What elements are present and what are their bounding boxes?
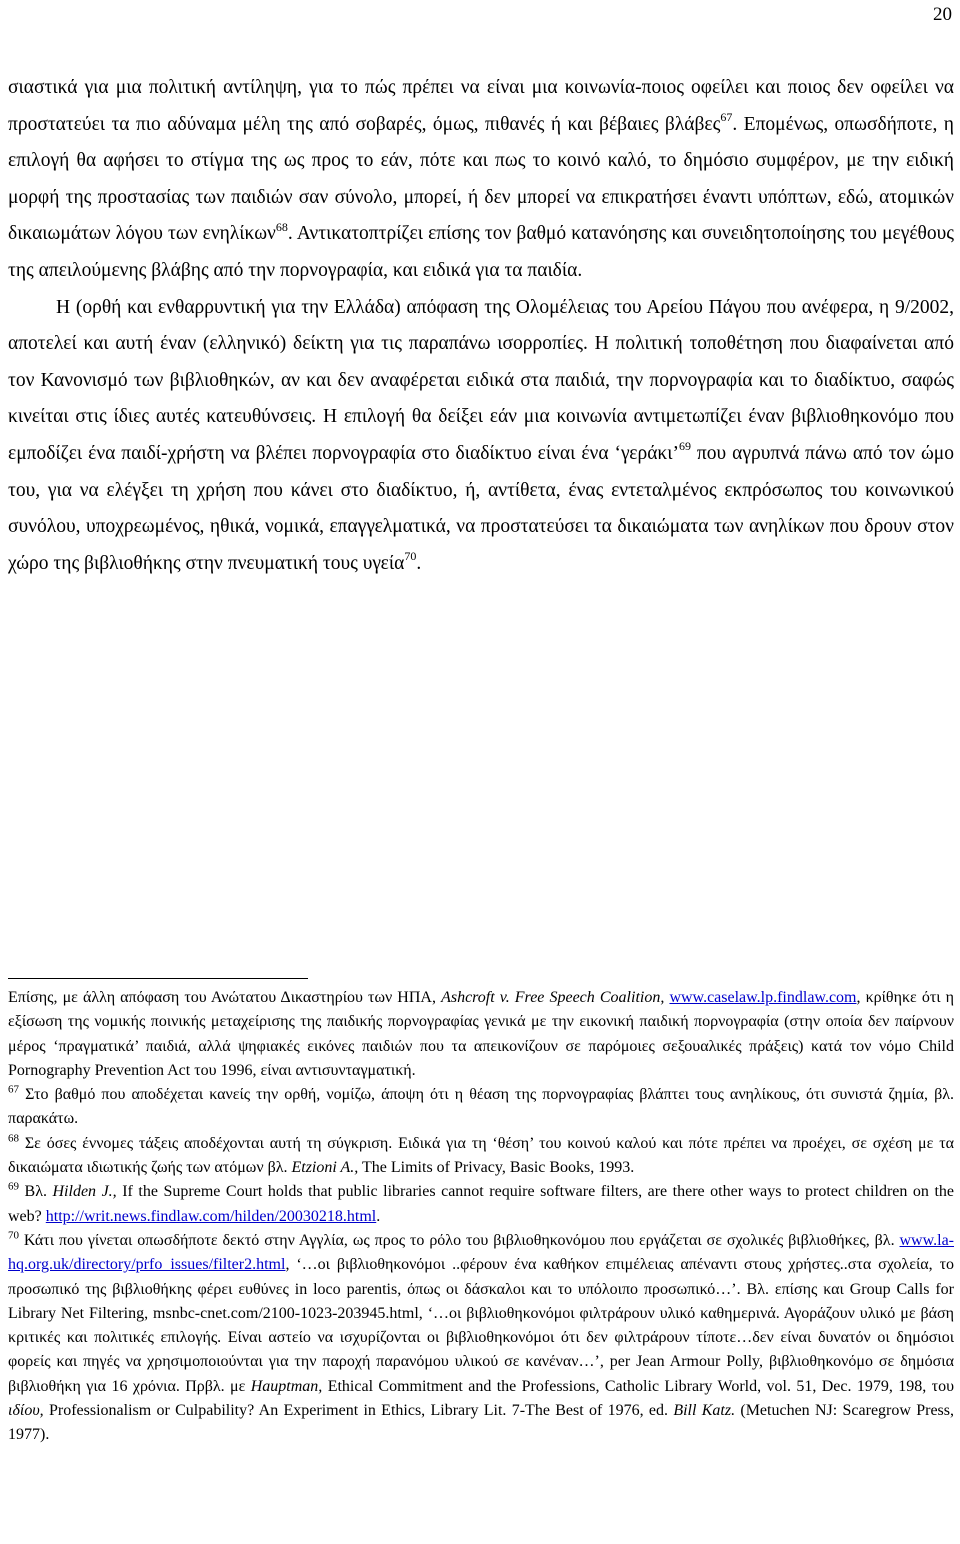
footnote-text: Ethical Commitment and the Professions, Catholic Library World, vol. 51, Dec. 1979, 198, του: [322, 1377, 954, 1395]
footnote-continued: [8, 986, 954, 1083]
footnote-ref-70[interactable]: 70: [404, 549, 417, 564]
footnote-number: 67: [8, 1083, 19, 1096]
footnote-number: 70: [8, 1229, 19, 1242]
footnote-text: Σε όσες έννομες τάξεις αποδέχονται αυτή τη σύγκριση. Ειδικά για τη ‘θέση’ του κοινού καλού και πότε πρέπει να προέχει, σε σχέση με τα δικαιώματα ιδιωτικής ζωής των ατόμων βλ.: [8, 1134, 954, 1177]
footnote-text: .: [376, 1207, 381, 1225]
paragraph-text: Η (ορθή και ενθαρρυντική για την Ελλάδα) απόφαση της Ολομέλειας του Αρείου Πάγου που ανέφερα, η 9/2002, αποτελεί και αυτή έναν (ελληνικό) δείκτη για τις παραπάνω ισορροπίες. Η πολιτική τοποθέτηση που διαφαίνεται από τον Κανονισμό των βιβλιοθηκών, αν και δεν αναφέρεται ειδικά στα παιδιά, την πορνογραφία και το διαδίκτυο, σαφώς κινείται στις ίδιες αυτές κατευθύνσεις. Η επιλογή θα δείξει εάν μια κοινωνία αντιμετωπίζει έναν βιβλιοθηκονόμο που εμποδίζει ένα παιδί-χρήστη να βλέπει πορνογραφία στο διαδίκτυο είναι ένα ‘γεράκι’: [8, 296, 954, 464]
footnote-68: [8, 1132, 954, 1181]
footnote-ref-68[interactable]: 68: [275, 219, 288, 234]
paragraph-2: [8, 290, 954, 583]
paragraph-text: σιαστικά για μια πολιτική αντίληψη, για το πώς πρέπει να είναι μια κοινωνία-ποιος οφείλει και ποιος δεν οφείλει να προστατεύει τα πιο αδύναμα μέλη της από σοβαρές, όμως, πιθανές ή και βέβαιες βλάβες: [8, 77, 954, 135]
footnote-number: 68: [8, 1132, 19, 1145]
footnote-text: (Metuchen NJ: Scaregrow Press, 1977).: [8, 1402, 955, 1444]
footnote-number: 69: [8, 1181, 19, 1194]
footnote-67: [8, 1083, 954, 1132]
author-name: Hauptman,: [250, 1377, 323, 1395]
footnote-text: The Limits of Privacy, Basic Books, 1993.: [358, 1159, 635, 1177]
findlaw-link[interactable]: http://writ.news.findlaw.com/hilden/20030218.html: [45, 1207, 377, 1225]
paragraph-text: .: [416, 552, 422, 574]
footnote-text: Professionalism or Culpability? An Experiment in Ethics, Library Lit. 7-The Best of 1976, ed.: [43, 1402, 674, 1420]
footnote-text: , κρίθηκε ότι η εξίσωση της νομικής ποινικής μεταχείρισης της παιδικής πορνογραφίας γενικά με την εικονική παιδική πορνογραφία (στην οποία δεν παίρνουν μέρος ‘πραγματικά’ παιδιά, αλλά ψηφιακές εικόνες παιδιών που τα απεικονίζουν σε παρόμοιες σεξουαλικές πράξεις) κατά τον νόμο Child Pornography Prevention Act του 1996, είναι αντισυνταγματική.: [8, 989, 955, 1079]
body-text: [8, 70, 954, 582]
page-number: 20: [933, 4, 952, 25]
footnote-text: Επίσης, με άλλη απόφαση του Ανώτατου Δικαστηρίου των ΗΠΑ,: [8, 989, 442, 1006]
footnote-ref-69[interactable]: 69: [678, 439, 691, 454]
footnote-separator: [8, 978, 308, 979]
case-title: Ashcroft v. Free Speech Coalition,: [441, 989, 665, 1006]
caselaw-link[interactable]: www.caselaw.lp.findlaw.com: [669, 989, 857, 1006]
paragraph-1: [8, 70, 954, 290]
paragraph-text: . Επομένως, οπωσδήποτε, η επιλογή θα αφήσει το στίγμα της ως προς το εάν, πότε και πως το κοινό καλό, το δημόσιο συμφέρον, με την ειδική μορφή της προστασίας των παιδιών σαν σύνολο, μπορεί, ή δεν μπορεί να επικρατήσει έναντι υπόπτων, εδώ, ατομικών δικαιωμάτων λόγου των ενηλίκων: [8, 113, 954, 245]
author-name: Bill Katz.: [673, 1402, 736, 1420]
footnote-ref-67[interactable]: 67: [720, 110, 733, 125]
paragraph-text: που αγρυπνά πάνω από τον ώμο του, για να ελέγξει τη χρήση που κάνει στο διαδίκτυο, ή, αντίθετα, ένας εντεταλμένος εκπρόσωπος του κοινωνικού συνόλου, υποχρεωμένος, ηθικά, νομικά, επαγγελματικά, να προστατεύσει τα δικαιώματα των ανηλίκων που δρουν στον χώρο της βιβλιοθήκης στην πνευματική τους υγεία: [8, 442, 954, 574]
footnote-69: [8, 1180, 954, 1229]
footnote-text: Κάτι που γίνεται οπωσδήποτε δεκτό στην Αγγλία, ως προς το ρόλο του βιβλιοθηκονόμου που εργάζεται σε σχολικές βιβλιοθήκες, βλ.: [19, 1231, 900, 1249]
author-name: Hilden J.,: [52, 1183, 117, 1201]
footnote-text: Στο βαθμό που αποδέχεται κανείς την ορθή, νομίζω, άποψη ότι η θέαση της πορνογραφίας βλάπτει τους ανηλίκους, ότι συνιστά ζημία, βλ. παρακάτω.: [8, 1086, 954, 1128]
footnote-text: Βλ.: [19, 1183, 53, 1201]
author-name: Etzioni A.,: [291, 1159, 359, 1177]
la-hq-link[interactable]: www.la-hq.org.uk/directory/prfo_issues/filter2.html: [8, 1231, 954, 1274]
footnote-text: If the Supreme Court holds that public libraries cannot require software filters, are there other ways to protect children on the web?: [8, 1183, 954, 1225]
footnote-text: , ‘…οι βιβλιοθηκονόμοι ..φέρουν ένα καθήκον επιμέλειας απέναντι στους χρήστες..στα σχολεία, το προσωπικό της βιβλιοθήκης φέρει ευθύνες in loco parentis, όπως οι δάσκαλοι και το υπόλοιπο προσωπικό…’. Βλ. επίσης και Group Calls for Library Net Filtering, msnbc-cnet.com/2100-1023-203945.html, ‘…οι βιβλιοθηκονόμοι φιλτράρουν υλικό καθημερινά. Αγοράζουν υλικό με βάση κριτικές και πολιτικές επιλογής. Είναι αστείο να ισχυρίζονται οι βιβλιοθηκονόμοι ότι δεν φιλτράρουν τίποτε…δεν είναι δυνατόν οι δημόσιοι φορείς και πηγές να χρησιμοποιούνται για την παροχή παρανόμου υλικού σε κανέναν…’, per Jean Armour Polly, βιβλιοθηκονόμο σε δημόσια βιβλιοθήκη για 16 χρόνια. Πρβλ. με: [8, 1256, 954, 1395]
paragraph-text: . Αντικατοπτρίζει επίσης τον βαθμό κατανόησης και συνειδητοποίησης του μεγέθους της απειλούμενης βλάβης από την πορνογραφία, και ειδικά για τα παιδία.: [8, 223, 954, 281]
footnote-70: [8, 1229, 954, 1448]
footnotes: [8, 986, 954, 1448]
author-name: ιδίου,: [8, 1402, 44, 1420]
